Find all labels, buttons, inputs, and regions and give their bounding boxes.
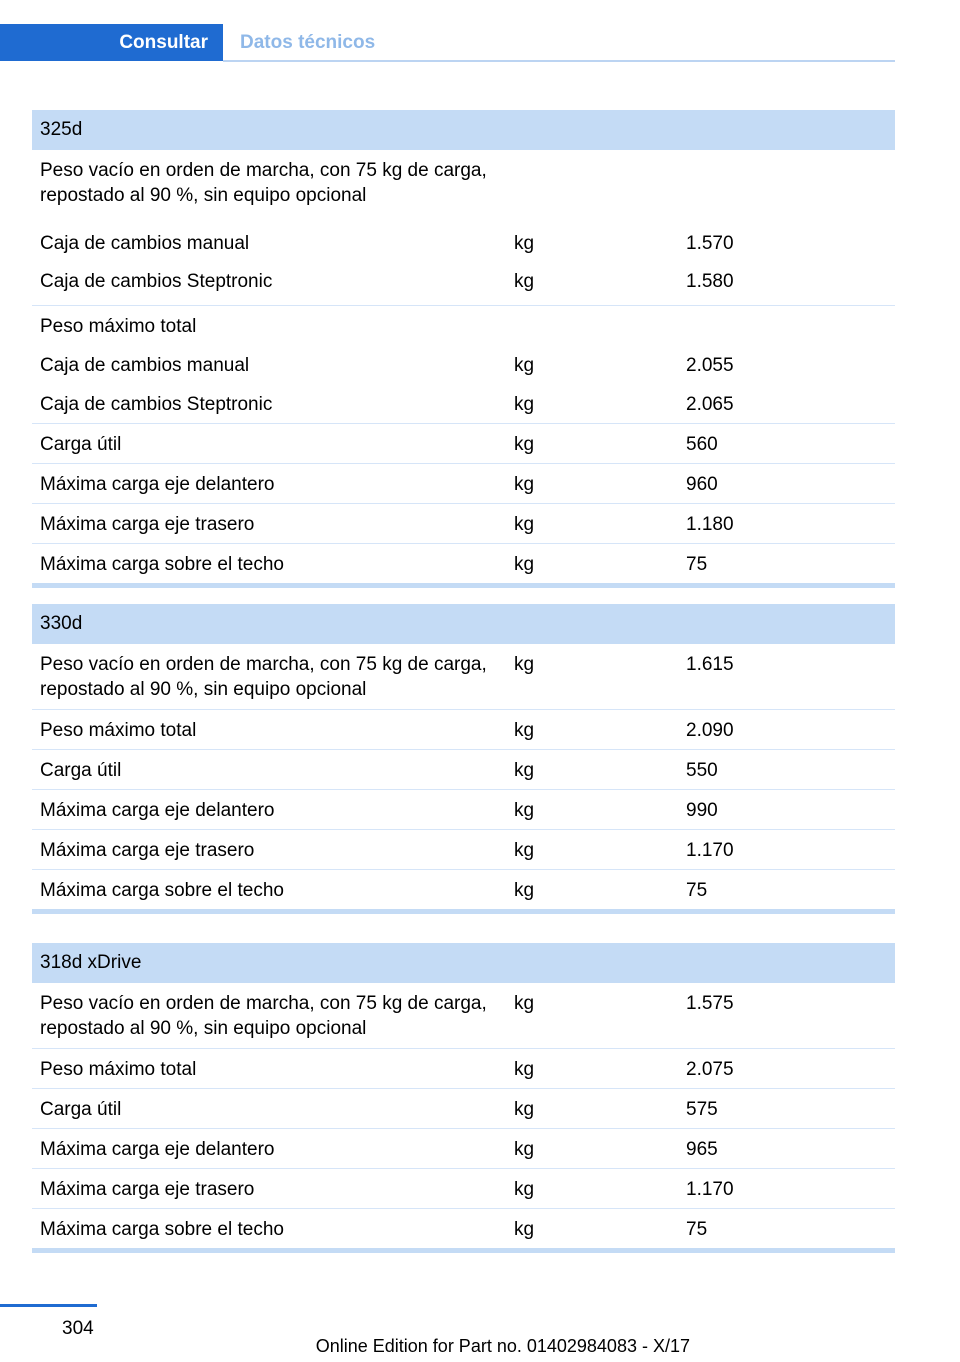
row-unit: kg <box>514 654 535 675</box>
table-row <box>32 424 895 464</box>
row-unit <box>506 314 678 345</box>
table-bottom-rule <box>32 583 895 588</box>
row-label: Máxima carga sobre el techo <box>40 1219 284 1240</box>
row-unit <box>506 158 678 228</box>
spec-table-330d <box>32 604 895 914</box>
row-value: 2.065 <box>686 394 734 415</box>
tab-consultar[interactable]: Consultar <box>0 24 223 61</box>
page-header <box>0 24 895 62</box>
row-unit: kg <box>514 720 535 741</box>
row-value: 75 <box>686 880 708 901</box>
table-row <box>32 750 895 790</box>
row-value: 2.055 <box>686 355 734 376</box>
table-row <box>32 1049 895 1089</box>
row-value <box>678 158 686 228</box>
tab-datos-tecnicos[interactable]: Datos técnicos <box>240 31 376 53</box>
footer-accent-line <box>0 1304 97 1307</box>
row-value: 960 <box>686 474 718 495</box>
table-row <box>32 384 895 424</box>
row-label: Máxima carga eje delantero <box>40 800 275 821</box>
table-bottom-rule <box>32 1248 895 1253</box>
table-row <box>32 306 895 345</box>
row-label: Máxima carga eje trasero <box>40 514 255 535</box>
table-row <box>32 983 895 1049</box>
row-unit: kg <box>514 1179 535 1200</box>
row-value: 75 <box>686 1219 708 1240</box>
row-label: Peso vacío en orden de marcha, con 75 kg de carga, repostado al 90 %, sin equipo opcional <box>40 160 487 206</box>
spec-table-318d-xdrive <box>32 943 895 1253</box>
table-row <box>32 544 895 583</box>
row-value: 1.570 <box>686 233 734 254</box>
row-unit: kg <box>514 880 535 901</box>
row-label: Máxima carga eje trasero <box>40 1179 255 1200</box>
row-value: 1.170 <box>686 1179 734 1200</box>
table-row <box>32 710 895 750</box>
row-unit: kg <box>514 554 535 575</box>
row-unit: kg <box>514 1139 535 1160</box>
row-label: Máxima carga eje trasero <box>40 840 255 861</box>
row-label: Carga útil <box>40 434 122 455</box>
table-row <box>32 1089 895 1129</box>
row-label: Máxima carga eje delantero <box>40 474 275 495</box>
row-label: Carga útil <box>40 1099 122 1120</box>
row-value: 1.170 <box>686 840 734 861</box>
table-row <box>32 1169 895 1209</box>
header-divider <box>223 60 895 62</box>
row-unit: kg <box>514 1099 535 1120</box>
row-label: Máxima carga sobre el techo <box>40 880 284 901</box>
row-value: 2.075 <box>686 1059 734 1080</box>
row-value: 560 <box>686 434 718 455</box>
row-value: 1.575 <box>686 993 734 1014</box>
row-value: 550 <box>686 760 718 781</box>
table-row <box>32 504 895 544</box>
table-row <box>32 830 895 870</box>
table-row <box>32 1129 895 1169</box>
table-row <box>32 870 895 909</box>
row-value: 965 <box>686 1139 718 1160</box>
row-unit: kg <box>514 474 535 495</box>
row-label: Máxima carga eje delantero <box>40 1139 275 1160</box>
row-label: Peso máximo total <box>40 720 197 741</box>
row-unit: kg <box>514 993 535 1014</box>
row-label: Caja de cambios Steptronic <box>40 271 273 292</box>
table-row <box>32 790 895 830</box>
edition-note: Online Edition for Part no. 01402984083 - X/17 <box>315 1336 690 1356</box>
row-unit: kg <box>514 233 535 254</box>
table-bottom-rule <box>32 909 895 914</box>
row-value: 575 <box>686 1099 718 1120</box>
row-unit: kg <box>514 434 535 455</box>
row-value: 75 <box>686 554 708 575</box>
row-label: Caja de cambios manual <box>40 233 250 254</box>
table-title: 325d <box>32 110 895 150</box>
row-value: 2.090 <box>686 720 734 741</box>
row-value: 1.615 <box>686 654 734 675</box>
row-label: Máxima carga sobre el techo <box>40 554 284 575</box>
table-title: 330d <box>32 604 895 644</box>
spec-table-325d <box>32 110 895 588</box>
row-value: 990 <box>686 800 718 821</box>
row-unit: kg <box>514 1219 535 1240</box>
table-row <box>32 464 895 504</box>
row-value: 1.180 <box>686 514 734 535</box>
row-unit: kg <box>514 1059 535 1080</box>
page-number: 304 <box>62 1318 94 1339</box>
table-row <box>32 150 895 228</box>
table-row <box>32 644 895 710</box>
table-row <box>32 228 895 266</box>
row-unit: kg <box>514 840 535 861</box>
row-label: Peso vacío en orden de marcha, con 75 kg de carga, repostado al 90 %, sin equipo opcional <box>40 993 487 1039</box>
table-row <box>32 266 895 306</box>
row-label: Caja de cambios manual <box>40 355 250 376</box>
row-unit: kg <box>514 271 535 292</box>
row-label: Peso máximo total <box>40 316 197 337</box>
row-unit: kg <box>514 760 535 781</box>
row-label: Caja de cambios Steptronic <box>40 394 273 415</box>
row-label: Peso máximo total <box>40 1059 197 1080</box>
row-label: Carga útil <box>40 760 122 781</box>
table-row <box>32 1209 895 1248</box>
table-row <box>32 345 895 384</box>
row-unit: kg <box>514 355 535 376</box>
row-unit: kg <box>514 800 535 821</box>
row-unit: kg <box>514 394 535 415</box>
row-value <box>678 314 686 345</box>
row-value: 1.580 <box>686 271 734 292</box>
row-label: Peso vacío en orden de marcha, con 75 kg de carga, repostado al 90 %, sin equipo opcional <box>40 654 487 700</box>
row-unit: kg <box>514 514 535 535</box>
table-title: 318d xDrive <box>32 943 895 983</box>
